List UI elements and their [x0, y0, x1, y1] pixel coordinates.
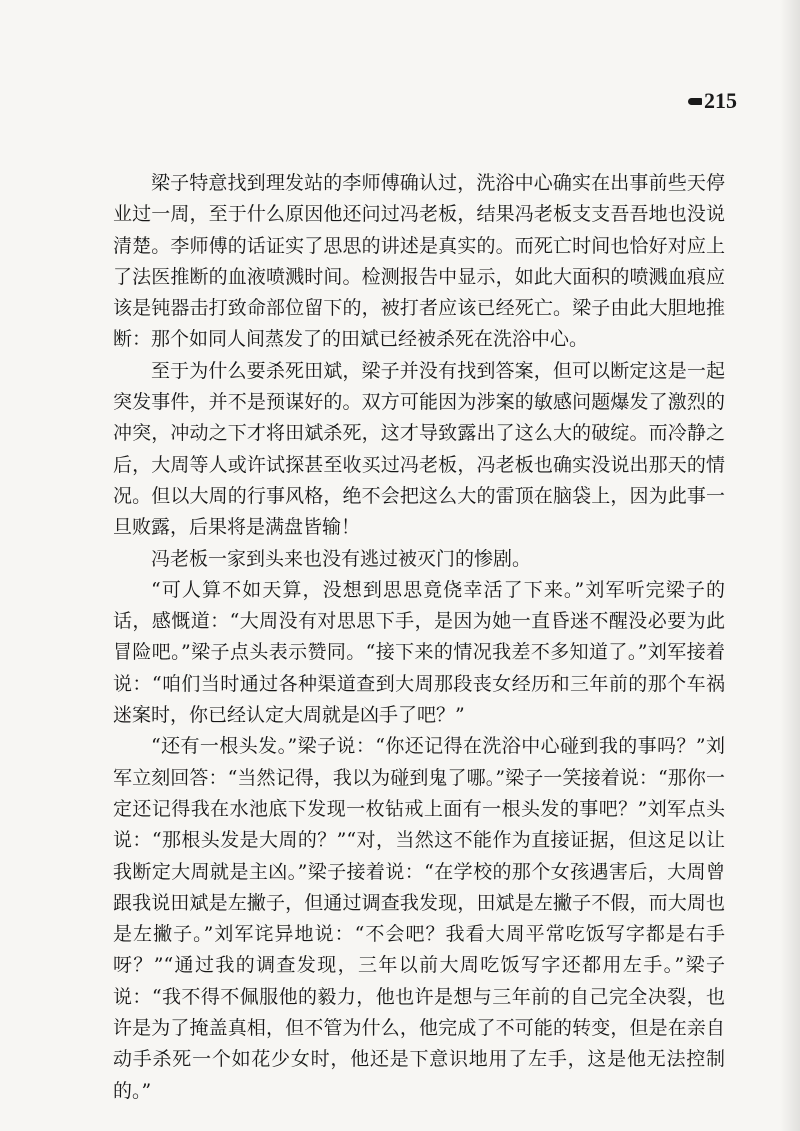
- paragraph-5: “还有一根头发。”梁子说：“你还记得在洗浴中心碰到我的事吗？”刘军立刻回答：“当然记得，我以为碰到鬼了哪。”梁子一笑接着说：“那你一定还记得我在水池底下发现一枚钻戒上面有一根头发的事吧？”刘军点头说：“那根头发是大周的？”“对，当然这不能作为直接证据，但这足以让我断定大周就是主凶。”梁子接着说：“在学校的那个女孩遇害后，大周曾跟我说田斌是左撇子，但通过调查我发现，田斌是左撇子不假，而大周也是左撇子。”刘军诧异地说：“不会吧？我看大周平常吃饭写字都是右手呀？”“通过我的调查发现，三年以前大周吃饭写字还都用左手。”梁子说：“我不得不佩服他的毅力，他也许是想与三年前的自己完全决裂，也许是为了掩盖真相，但不管为什么，他完成了不可能的转变，但是在亲自动手杀死一个如花少女时，他还是下意识地用了左手，这是他无法控制的。”: [113, 735, 725, 1102]
- page-number: 215: [704, 88, 737, 113]
- paragraph-4: “可人算不如天算，没想到思思竟侥幸活了下来。”刘军听完梁子的话，感慨道：“大周没有对思思下手，是因为她一直昏迷不醒没必要为此冒险吧。”梁子点头表示赞同。“接下来的情况我差不多知道了。”刘军接着说：“咱们当时通过各种渠道查到大周那段丧女经历和三年前的那个车祸迷案时，你已经认定大周就是凶手了吧？”: [113, 578, 725, 727]
- paragraph-1: 梁子特意找到理发站的李师傅确认过，洗浴中心确实在出事前些天停业过一周，至于什么原因他还问过冯老板，结果冯老板支支吾吾地也没说清楚。李师傅的话证实了思思的讲述是真实的。而死亡时间也恰好对应上了法医推断的血液喷溅时间。检测报告中显示，如此大面积的喷溅血痕应该是钝器击打致命部位留下的，被打者应该已经死亡。梁子由此大胆地推断：那个如同人间蒸发了的田斌已经被杀死在洗浴中心。: [113, 172, 725, 351]
- chapter-body: [113, 168, 725, 1107]
- paragraph-2: 至于为什么要杀死田斌，梁子并没有找到答案，但可以断定这是一起突发事件，并不是预谋好的。双方可能因为涉案的敏感问题爆发了激烈的冲突，冲动之下才将田斌杀死，这才导致露出了这么大的破绽。而冷静之后，大周等人或许试探甚至收买过冯老板，冯老板也确实没说出那天的情况。但以大周的行事风格，绝不会把这么大的雷顶在脑袋上，因为此事一旦败露，后果将是满盘皆输！: [113, 359, 725, 539]
- paragraph-3: 冯老板一家到头来也没有逃过被灭门的惨剧。: [151, 547, 532, 570]
- page-marker-icon: [688, 98, 702, 105]
- scan-shadow-edge: [780, 0, 800, 1131]
